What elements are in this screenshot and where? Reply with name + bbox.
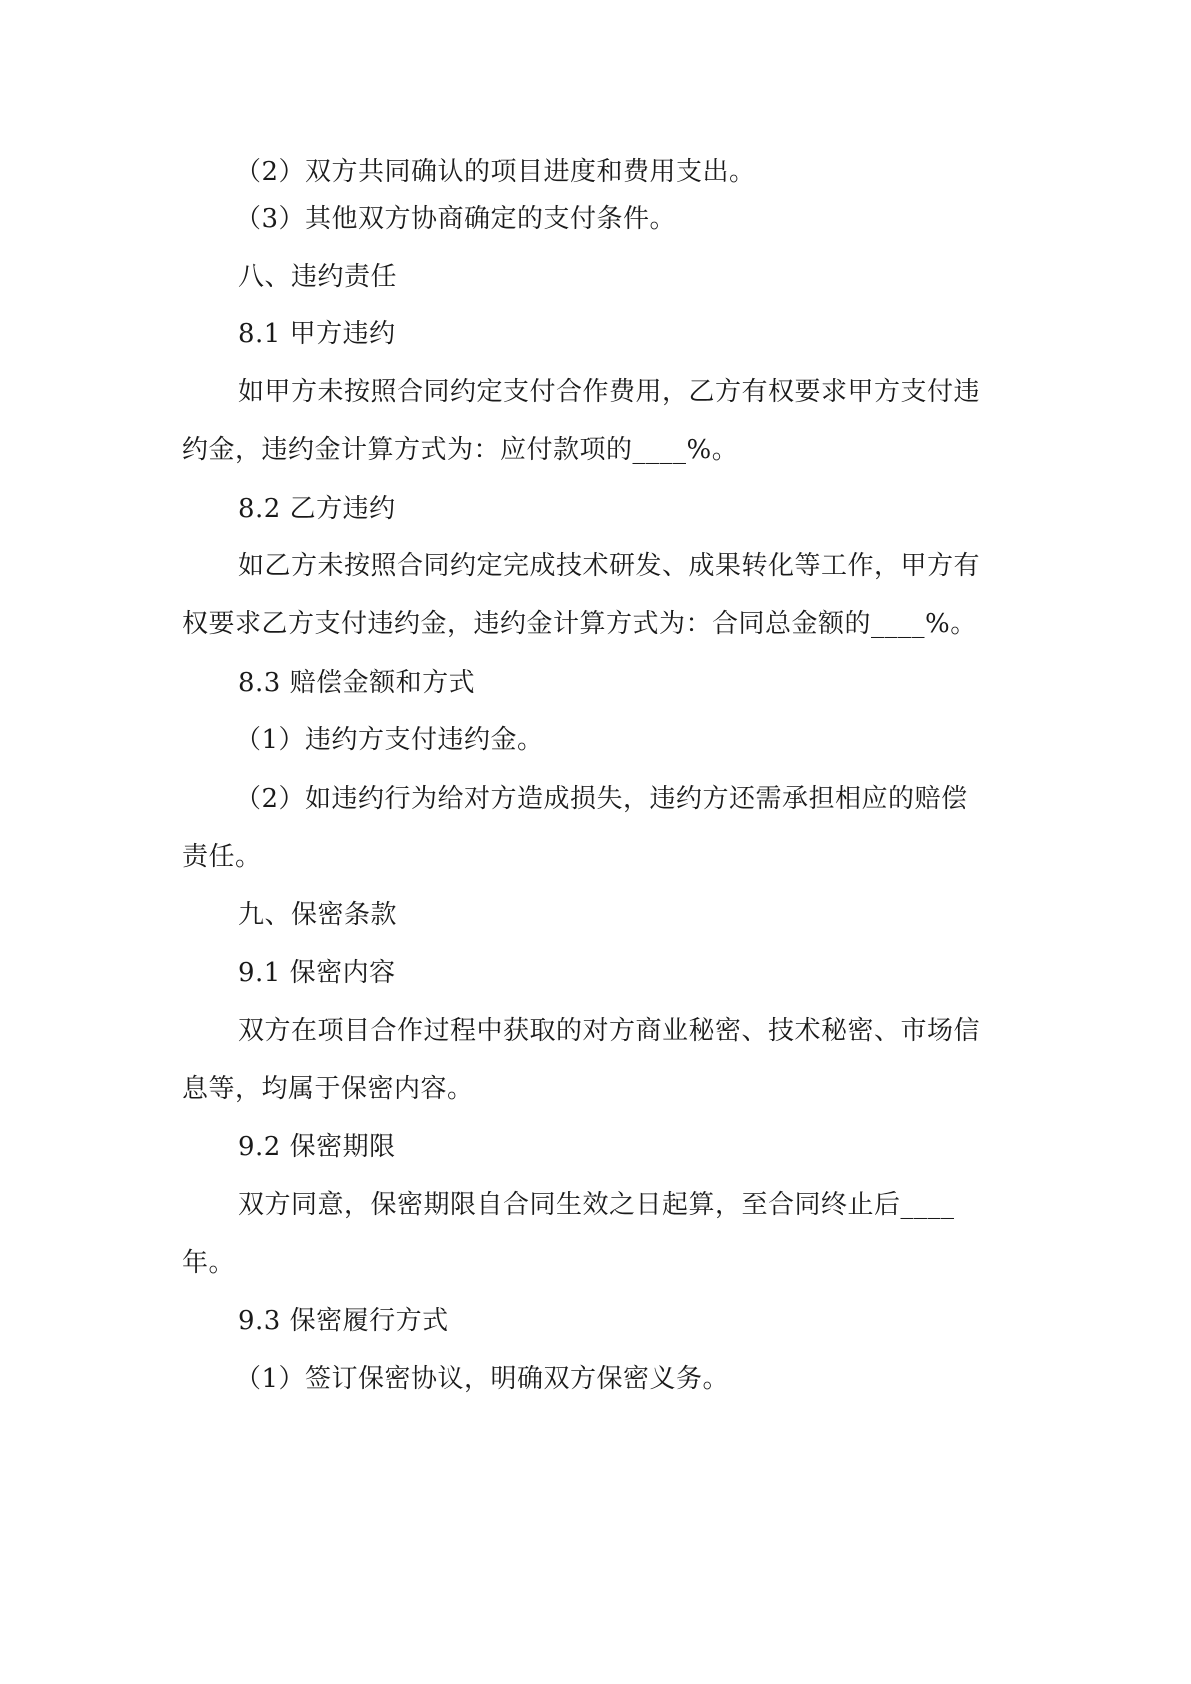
clause-9-2-text-line-2: 年。: [182, 1248, 236, 1278]
clause-8-3-item-2-line-2: 责任。: [182, 842, 262, 872]
clause-8-2-text-line-2: 权要求乙方支付违约金，违约金计算方式为：合同总金额的____%。: [182, 609, 977, 639]
clause-8-1-heading: 8.1 甲方违约: [238, 319, 396, 349]
clause-9-2-heading: 9.2 保密期限: [238, 1132, 396, 1162]
clause-7-payment-condition-2: （2）双方共同确认的项目进度和费用支出。: [235, 157, 756, 187]
clause-8-1-text-line-2: 约金，违约金计算方式为：应付款项的____%。: [182, 435, 739, 465]
clause-9-3-heading: 9.3 保密履行方式: [238, 1306, 449, 1336]
clause-9-1-heading: 9.1 保密内容: [238, 958, 396, 988]
section-8-heading: 八、违约责任: [238, 262, 398, 292]
clause-9-1-text-line-2: 息等，均属于保密内容。: [182, 1074, 474, 1104]
clause-9-2-text-line-1: 双方同意，保密期限自合同生效之日起算，至合同终止后____: [238, 1190, 955, 1220]
clause-8-2-heading: 8.2 乙方违约: [238, 494, 396, 524]
clause-8-3-item-1: （1）违约方支付违约金。: [235, 725, 544, 755]
clause-9-1-text-line-1: 双方在项目合作过程中获取的对方商业秘密、技术秘密、市场信: [238, 1016, 981, 1046]
clause-8-3-heading: 8.3 赔偿金额和方式: [238, 668, 476, 698]
clause-8-3-item-2-line-1: （2）如违约行为给对方造成损失，违约方还需承担相应的赔偿: [235, 784, 968, 814]
clause-8-2-text-line-1: 如乙方未按照合同约定完成技术研发、成果转化等工作，甲方有: [238, 551, 981, 581]
section-9-heading: 九、保密条款: [238, 900, 398, 930]
clause-7-payment-condition-3: （3）其他双方协商确定的支付条件。: [235, 204, 677, 234]
clause-8-1-text-line-1: 如甲方未按照合同约定支付合作费用，乙方有权要求甲方支付违: [238, 377, 981, 407]
clause-9-3-item-1: （1）签订保密协议，明确双方保密义务。: [235, 1364, 730, 1394]
